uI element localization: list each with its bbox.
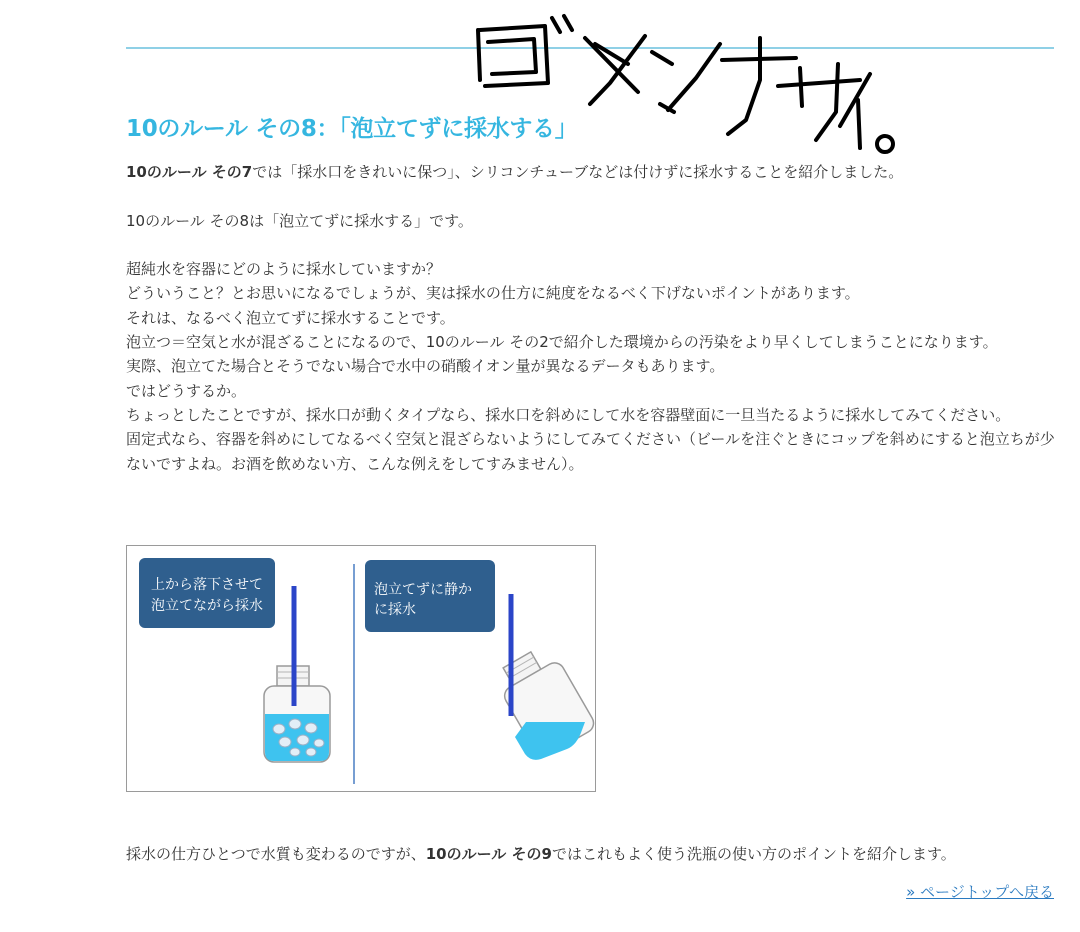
closing-rule-ref: 10のルール その9 — [425, 845, 552, 863]
body-line: 実際、泡立てた場合とそうでない場合で水中の硝酸イオン量が異なるデータもあります。 — [126, 357, 725, 376]
article-body — [126, 160, 1056, 476]
rule-statement: 10のルール その8は「泡立てずに採水する」です。 — [126, 211, 473, 230]
closing-paragraph — [126, 842, 1056, 866]
sampling-illustration — [126, 545, 596, 792]
calm-water — [515, 722, 585, 760]
upright-bottle-icon — [264, 666, 330, 762]
body-line: ではどうするか。 — [126, 381, 247, 400]
right-label-line2: に採水 — [374, 602, 416, 618]
intro-paragraph — [126, 160, 1056, 184]
intro-text: では「採水口をきれいに保つ」、シリコンチューブなどは付けずに採水することを紹介しました。 — [252, 163, 904, 181]
page-top-link[interactable]: » ページトップへ戻る — [906, 883, 1054, 901]
closing-pre: 採水の仕方ひとつで水質も変わるのですが、 — [126, 845, 426, 863]
intro-rule-ref: 10のルール その7 — [126, 163, 253, 181]
body-line: それは、なるべく泡立てずに採水することです。 — [126, 308, 455, 327]
right-label-line1: 泡立てずに静か — [374, 582, 472, 598]
body-line: 固定式なら、容器を斜めにしてなるべく空気と混ざらないようにしてみてください（ビールを注ぐときにコップを斜めにすると泡立ちが少ないですよね。お酒を飲めない方、こんな例えをしてすみません）。 — [126, 430, 1055, 473]
left-label-box — [139, 558, 275, 628]
closing-post: ではこれもよく使う洗瓶の使い方のポイントを紹介します。 — [551, 845, 956, 863]
left-label-line2: 泡立てながら採水 — [151, 598, 263, 614]
left-label-line1: 上から落下させて — [151, 577, 263, 593]
body-line: どういうこと？とお思いになるでしょうが、実は採水の仕方に純度をなるべく下げないポイントがあります。 — [126, 284, 860, 303]
article-title: 10のルール その8：「泡立てずに採水する」 — [126, 116, 578, 142]
body-line: 超純水を容器にどのように採水していますか？ — [126, 260, 442, 279]
body-line: 泡立つ＝空気と水が混ざることになるので、10のルール その2で紹介した環境からの汚染をより早くしてしまうことになります。 — [126, 333, 998, 352]
body-line: ちょっとしたことですが、採水口が動くタイプなら、採水口を斜めにして水を容器壁面に一旦当たるように採水してみてください。 — [126, 405, 1011, 424]
